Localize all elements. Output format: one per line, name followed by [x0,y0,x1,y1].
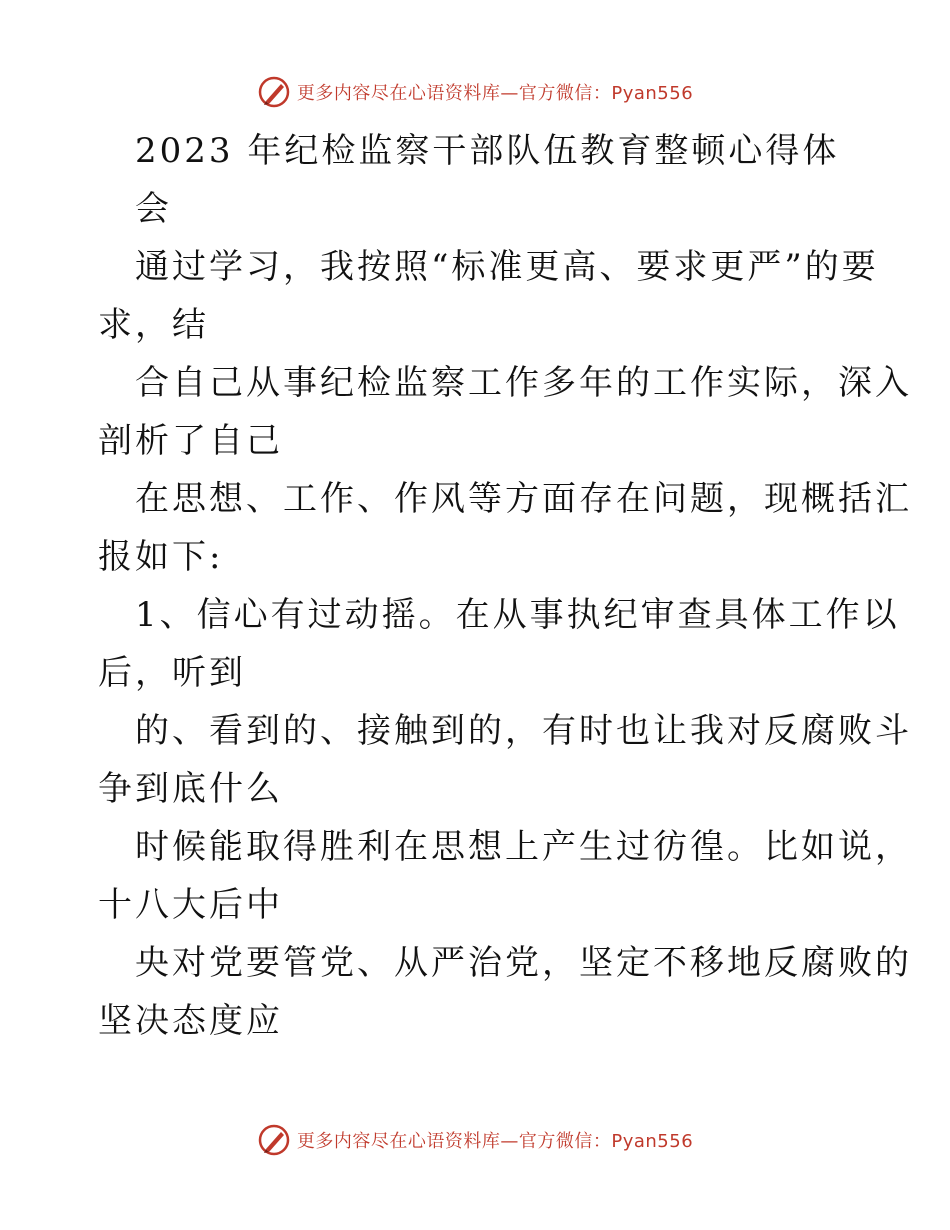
footer-banner-text: 更多内容尽在心语资料库—官方微信：Pyan556 [296,1131,694,1152]
header-banner-text: 更多内容尽在心语资料库—官方微信：Pyan556 [296,83,694,104]
header-banner [0,72,950,112]
paragraph-line: 争到底什么 [98,769,283,809]
footer-banner [0,1120,950,1160]
paragraph-line: 的、看到的、接触到的，有时也让我对反腐败斗 [135,711,912,751]
paragraph-line: 坚决态度应 [98,1001,283,1041]
paragraph-line: 求，结 [98,305,209,345]
paragraph-line: 在思想、工作、作风等方面存在问题，现概括汇 [135,479,912,519]
paragraph-line: 后，听到 [98,653,246,693]
paragraph-line: 时候能取得胜利在思想上产生过彷徨。比如说， [135,827,912,867]
pen-circle-logo-icon [257,1123,291,1157]
paragraph-line: 十八大后中 [98,885,283,925]
paragraph-line: 报如下: [98,537,224,577]
document-title-line-1: 2023 年纪检监察干部队伍教育整顿心得体 [135,131,840,171]
paragraph-line: 央对党要管党、从严治党，坚定不移地反腐败的 [135,943,912,983]
document-body [98,122,912,1050]
paragraph-line: 通过学习，我按照“标准更高、要求更严”的要 [135,247,879,287]
pen-circle-logo-icon [257,75,291,109]
paragraph-line: 1、信心有过动摇。在从事执纪审查具体工作以 [135,595,900,635]
document-title-line-2: 会 [135,189,172,229]
paragraph-line: 剖析了自己 [98,421,283,461]
paragraph-line: 合自己从事纪检监察工作多年的工作实际，深入 [135,363,912,403]
